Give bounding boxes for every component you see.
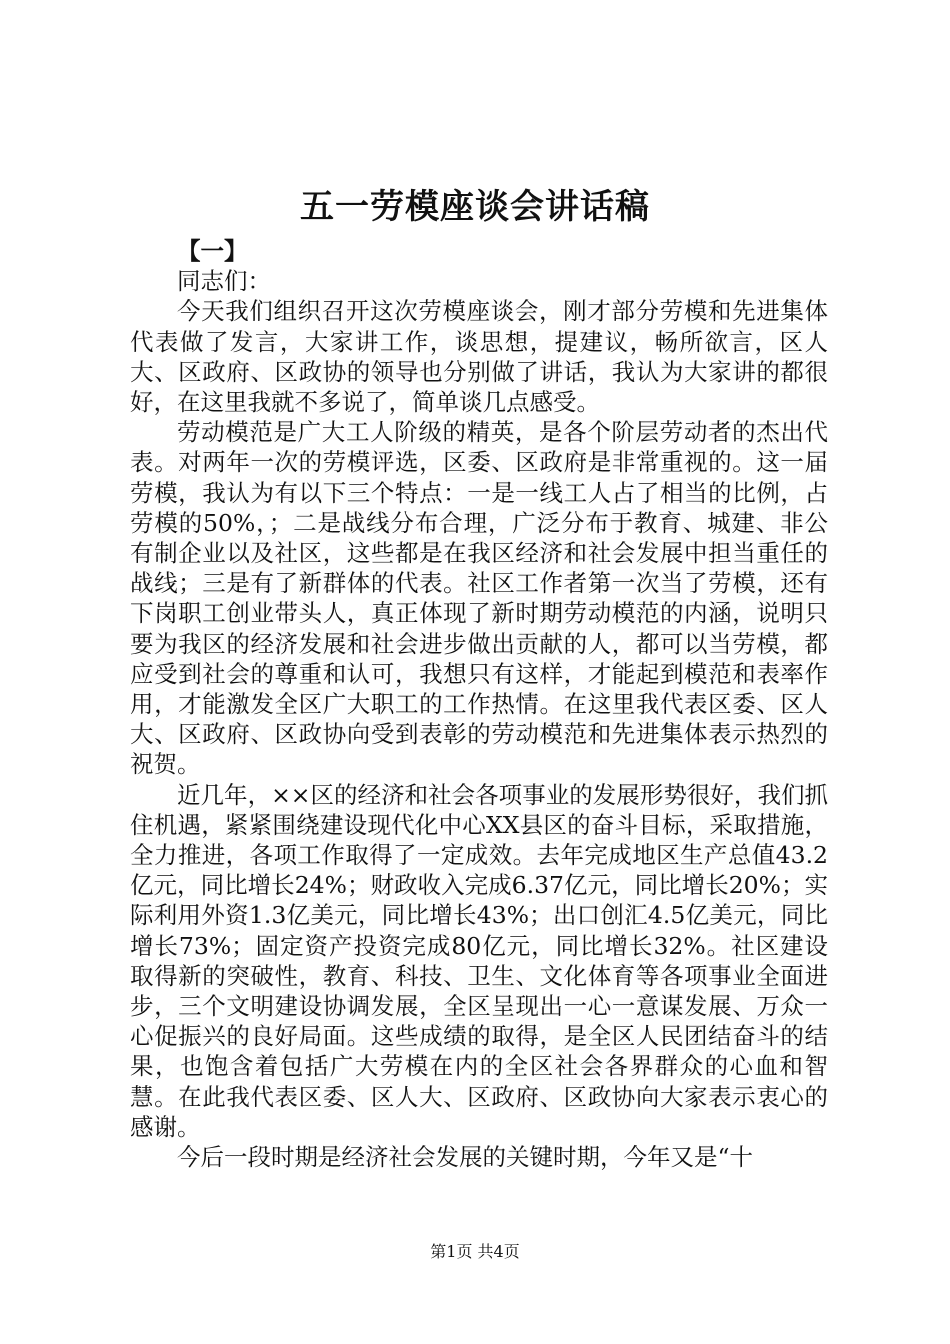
paragraph: 劳动模范是广大工人阶级的精英，是各个阶层劳动者的杰出代表。对两年一次的劳模评选，区委、区政府是非常重视的。这一届劳模，我认为有以下三个特点：一是一线工人占了相当的比例，占劳模的50%，；二是战线分布合理，广泛分布于教育、城建、非公有制企业以及社区，这些都是在我区经济和社会发展中担当重任的战线；三是有了新群体的代表。社区工作者第一次当了劳模，还有下岗职工创业带头人，真正体现了新时期劳动模范的内涵，说明只要为我区的经济发展和社会进步做出贡献的人，都可以当劳模，都应受到社会的尊重和认可，我想只有这样，才能起到模范和表率作用，才能激发全区广大职工的工作热情。在这里我代表区委、区人大、区政府、区政协向受到表彰的劳动模范和先进集体表示热烈的祝贺。: [130, 418, 828, 779]
section-heading: 【一】: [177, 237, 248, 265]
document-title: 五一劳模座谈会讲话稿: [300, 187, 650, 227]
paragraph: 今天我们组织召开这次劳模座谈会，刚才部分劳模和先进集体代表做了发言，大家讲工作，谈思想，提建议，畅所欲言，区人大、区政府、区政协的领导也分别做了讲话，我认为大家讲的都很好，在这里我就不多说了，简单谈几点感受。: [130, 297, 828, 417]
paragraph: 今后一段时期是经济社会发展的关键时期，今年又是“十: [177, 1143, 754, 1172]
paragraph: 近几年，××区的经济和社会各项事业的发展形势很好，我们抓住机遇，紧紧围绕建设现代化中心XX县区的奋斗目标，采取措施，全力推进，各项工作取得了一定成效。去年完成地区生产总值43.2亿元，同比增长24%；财政收入完成6.37亿元，同比增长20%；实际利用外资1.3亿美元，同比增长43%；出口创汇4.5亿美元，同比增长73%；固定资产投资完成80亿元，同比增长32%。社区建设取得新的突破性，教育、科技、卫生、文化体育等各项事业全面进步，三个文明建设协调发展，全区呈现出一心一意谋发展、万众一心促振兴的良好局面。这些成绩的取得，是全区人民团结奋斗的结果，也饱含着包括广大劳模在内的全区社会各界群众的心血和智慧。在此我代表区委、区人大、区政府、区政协向大家表示衷心的感谢。: [130, 780, 828, 1141]
document-body: [130, 236, 828, 1172]
salutation: 同志们：: [177, 267, 271, 296]
page-footer: 第1页 共4页: [430, 1242, 520, 1261]
